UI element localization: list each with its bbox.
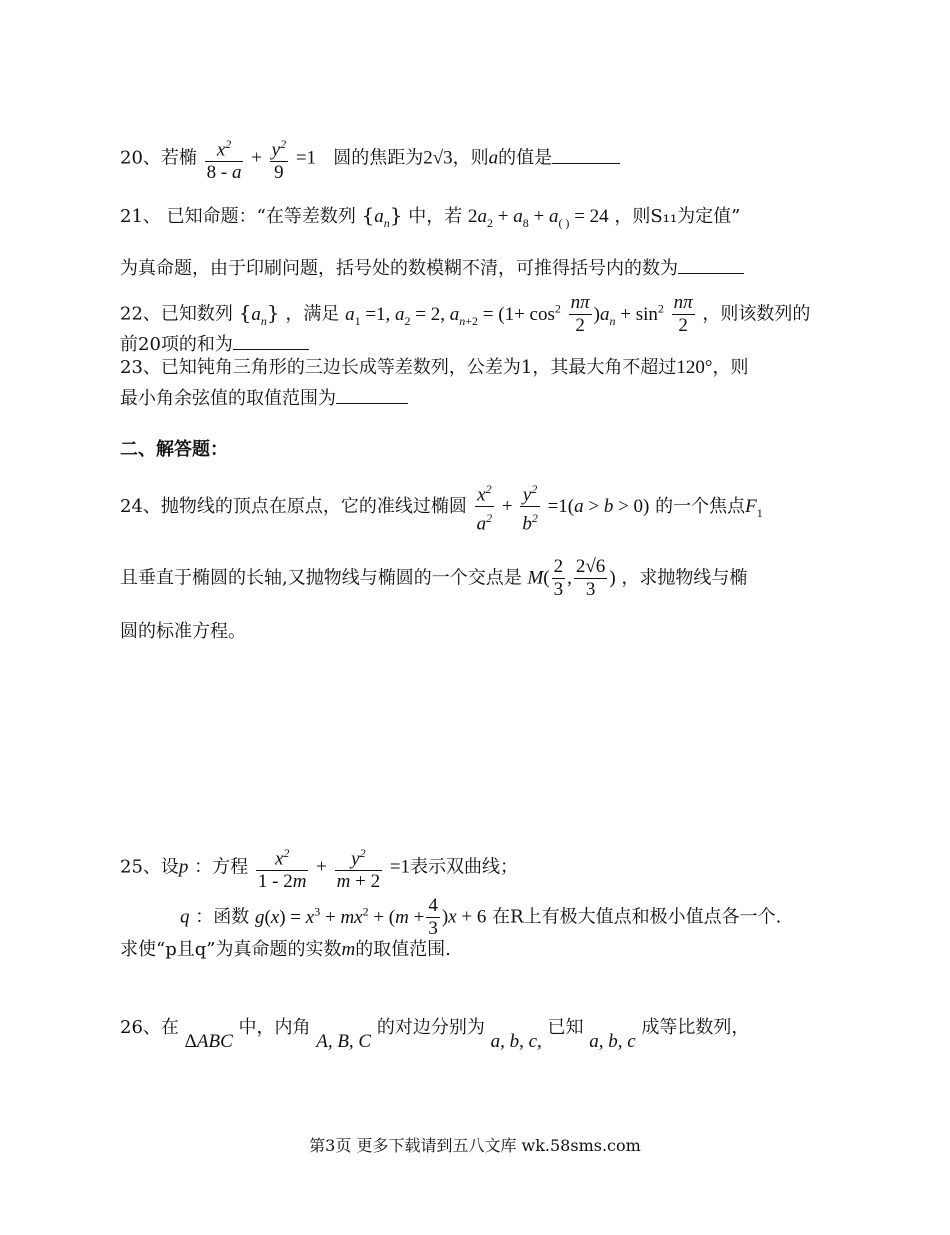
q22-line2: 前20项的和为 <box>120 334 233 355</box>
q22-prefix: 22、已知数列 <box>120 303 233 325</box>
question-22-line2 <box>120 331 309 357</box>
q23-line1b: ，则 <box>712 357 749 378</box>
q22-frac2: $\frac{n\pi}{2}$ <box>673 292 693 336</box>
q21-end: 为定值” <box>677 206 741 227</box>
q21-mid1: 中，若 <box>408 206 463 227</box>
q26-e: 成等比数列， <box>641 1017 750 1038</box>
q26-d: 已知 <box>547 1017 584 1038</box>
q24-line1b: 的一个焦点 <box>655 495 746 517</box>
question-21-line2 <box>120 255 744 281</box>
q25-frac-y: $\frac{y^2}{m + 2}$ <box>335 842 382 893</box>
q20-text2: ，则 <box>452 147 489 169</box>
section-title: 二、解答题： <box>120 439 228 460</box>
q25-line3a: 求使“p且q”为真命题的实数 <box>120 939 342 960</box>
q24-line1a: 24、抛物线的顶点在原点，它的准线过椭圆 <box>120 495 467 517</box>
q25-line3b: 的取值范围. <box>355 939 451 960</box>
answer-blank <box>678 255 744 274</box>
q24-frac-m2: $\frac{2√6}{3}$ <box>575 556 606 600</box>
q20-text3: 的值是 <box>498 147 553 169</box>
q20-frac-y: $\frac{y^2}{9}$ <box>270 133 288 184</box>
q24-frac-m1: $\frac{2}{3}$ <box>553 556 564 600</box>
q25-line1c: 表示双曲线； <box>410 856 519 878</box>
question-24-line2: 且垂直于椭圆的长轴,又抛物线与椭圆的一个交点是 M( $\frac{2}{3}$ , $\frac{2√6}{3}$ ) ，求抛物线与椭 <box>120 556 748 600</box>
q22-end: ，则该数列的 <box>702 303 811 325</box>
q21-line2: 为真命题，由于印刷问题，括号处的数模糊不清，可推得括号内的数为 <box>120 258 678 279</box>
q20-prefix: 20、若椭 <box>120 147 197 169</box>
question-21: 21、 已知命题：“在等差数列 $\{a_n\}$ 中，若 $2a_2 + a_8 + a_{( )} = 24$ ，则S₁₁为定值” <box>120 203 741 230</box>
q26-c: 的对边分别为 <box>376 1017 485 1038</box>
q20-text: 圆的焦距为 <box>333 147 424 169</box>
q24-line2a: 且垂直于椭圆的长轴,又抛物线与椭圆的一个交点是 <box>120 567 522 589</box>
q26-b: 中，内角 <box>238 1017 311 1038</box>
q25-line2a: ：函数 <box>195 906 250 928</box>
answer-blank <box>233 331 309 350</box>
q25-line1b: ：方程 <box>194 856 249 878</box>
q26-a: 26、在 <box>120 1017 179 1038</box>
q22-mid: ，满足 <box>285 303 340 325</box>
question-23 <box>120 356 748 380</box>
answer-blank <box>552 145 620 164</box>
page-footer <box>0 1133 950 1156</box>
q21-s11: S₁₁ <box>650 206 678 227</box>
footer-text: 第3页 更多下载请到五八文库 wk.58sms.com <box>309 1136 641 1155</box>
question-25-line2: q ：函数 $g(x) = x^3 + mx^2 + (m$ + $\frac{4}{3}$ )x + 6 在R上有极大值点和极小值点各一个. <box>180 895 782 939</box>
question-25-line3: 求使“p且q”为真命题的实数m的取值范围. <box>120 939 451 960</box>
q21-prefix: 21、 已知命题：“在等差数列 <box>120 206 356 227</box>
q24-frac-x: $\frac{x^2}{a^2}$ <box>475 478 495 536</box>
question-20: 20、若椭 $\frac{x^2}{8 - a}$ + $\frac{y^2}{9}$ =1 圆的焦距为2√3，则a的值是 <box>120 133 620 184</box>
q25-line1a: 25、设 <box>120 856 179 878</box>
q24-frac-y: $\frac{y^2}{b^2}$ <box>520 478 540 536</box>
question-23-line2 <box>120 385 408 411</box>
q25-frac-g: $\frac{4}{3}$ <box>428 895 438 939</box>
q23-line1a: 23、已知钝角三角形的三边长成等差数列，公差为1，其最大角不超过 <box>120 357 677 378</box>
q23-line2: 最小角余弦值的取值范围为 <box>120 388 336 409</box>
question-26: 26、在 ΔABC 中，内角 A, B, C 的对边分别为 a, b, c, 已知 a, b, c 成等比数列， <box>120 1017 750 1052</box>
question-25: 25、设p ：方程 $\frac{x^2}{1 - 2m}$ + $\frac{y^2}{m + 2}$ =1表示双曲线； <box>120 842 518 893</box>
q23-angle: 120° <box>676 357 713 378</box>
q25-frac-x: $\frac{x^2}{1 - 2m}$ <box>256 842 309 893</box>
question-24-line3 <box>120 620 246 644</box>
answer-blank <box>336 385 408 404</box>
question-22: 22、已知数列 $\{a_n\}$ ，满足 $a_1 =1$, $a_2 = 2$, $a_{n+2} = (1+ \cos^2$ $\frac{n\pi}{2}$ )$a_n + \sin^2$ $\frac{n\pi}{2}$ ，则该数列的 <box>120 292 811 336</box>
question-24: 24、抛物线的顶点在原点，它的准线过椭圆 $\frac{x^2}{a^2}$ + $\frac{y^2}{b^2}$ =1(a > b > 0) 的一个焦点$F_1$ <box>120 478 763 536</box>
q24-line3: 圆的标准方程。 <box>120 621 246 642</box>
section-heading <box>120 438 228 462</box>
q24-line2b: ，求抛物线与椭 <box>621 567 748 589</box>
q20-frac-x: $\frac{x^2}{8 - a}$ <box>205 133 244 184</box>
q25-line2b: 在R上有极大值点和极小值点各一个. <box>492 906 782 928</box>
q21-mid2: ，则 <box>614 206 651 227</box>
q22-frac1: $\frac{n\pi}{2}$ <box>570 292 590 336</box>
